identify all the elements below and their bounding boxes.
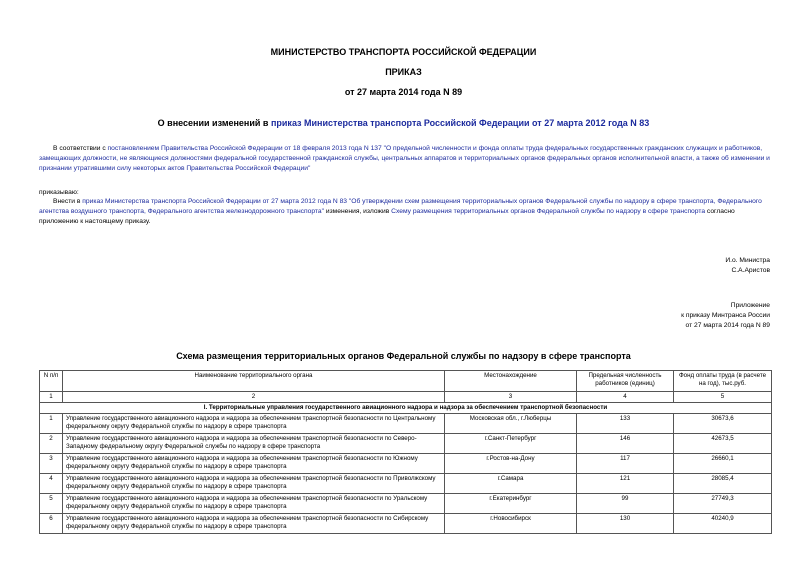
header-number: N п/п	[40, 371, 63, 392]
row-location: г.Самара	[445, 474, 577, 494]
schema-table	[39, 370, 772, 534]
order-83-link[interactable]: приказ Министерства транспорта Российской Федерации от 27 марта 2012 года N 83 "Об утверждении схем размещения территориальных органов Федеральной службы по надзору в сфере транспорта, Федерального агентства воздушного транспорта, Федерального агентства железнодорожного транспорта"	[39, 198, 762, 215]
signature-block	[725, 256, 770, 276]
schema-title: Схема размещения территориальных органов Федеральной службы по надзору в сфере транспорта	[176, 351, 631, 361]
title-link[interactable]: приказ Министерства транспорта Российской Федерации от 27 марта 2012 года N 83	[270, 118, 650, 128]
row-number: 3	[40, 454, 63, 474]
row-name: Управление государственного авиационного надзора и надзора за обеспечением транспортной безопасности по Сибирскому федеральному округу Федеральной службы по надзору в сфере транспорта	[63, 514, 445, 534]
row-name: Управление государственного авиационного надзора и надзора за обеспечением транспортной безопасности по Уральскому федеральному округу Федеральной службы по надзору в сфере транспорта	[63, 494, 445, 514]
signatory-name: С.А.Аристов	[731, 267, 770, 274]
row-name: Управление государственного авиационного надзора и надзора за обеспечением транспортной безопасности по Приволжскому федеральному округу Федеральной службы по надзору в сфере транспорта	[63, 474, 445, 494]
ministry-heading: МИНИСТЕРСТВО ТРАНСПОРТА РОССИЙСКОЙ ФЕДЕРАЦИИ	[270, 47, 537, 57]
table-header-row	[40, 371, 772, 392]
order-word: приказываю:	[39, 189, 79, 196]
header-location: Местонахождение	[445, 371, 577, 392]
section-title: I. Территориальные управления государственного авиационного надзора и надзора за обеспечением транспортной безопасности	[40, 403, 772, 414]
row-location: г.Ростов-на-Дону	[445, 454, 577, 474]
order-middle: изменения, изложив	[324, 208, 392, 215]
appendix-block	[681, 301, 770, 331]
table-row	[40, 494, 772, 514]
row-fund: 27749,3	[674, 494, 772, 514]
signatory-role: И.о. Министра	[725, 257, 770, 264]
resolution-link[interactable]: постановлением Правительства Российской Федерации от 18 февраля 2013 года N 137 "О предельной численности и фонда оплаты труда федеральных государственных гражданских служащих и работников, замещающих должности, не являющиеся должностями федеральной государственной гражданской службы, центральных аппаратов и территориальных органов федеральных органов исполнительной власти, а также об изменении и признании утратившими силу некоторых актов Правительства Российской Федерации"	[39, 145, 770, 172]
col-number: 2	[63, 392, 445, 403]
row-staff: 130	[577, 514, 674, 534]
header-name: Наименование территориального органа	[63, 371, 445, 392]
row-number: 1	[40, 414, 63, 434]
table-row	[40, 474, 772, 494]
row-number: 6	[40, 514, 63, 534]
row-number: 4	[40, 474, 63, 494]
row-location: Московская обл., г.Люберцы	[445, 414, 577, 434]
document-date: от 27 марта 2014 года N 89	[344, 87, 463, 97]
row-fund: 40240,9	[674, 514, 772, 534]
row-staff: 146	[577, 434, 674, 454]
row-name: Управление государственного авиационного надзора и надзора за обеспечением транспортной безопасности по Северо-Западному федеральному округу Федеральной службы по надзору в сфере транспорта	[63, 434, 445, 454]
document-title	[0, 118, 807, 128]
col-number: 3	[445, 392, 577, 403]
preamble-before: В соответствии с	[53, 145, 108, 152]
row-fund: 26660,1	[674, 454, 772, 474]
row-staff: 133	[577, 414, 674, 434]
table-row	[40, 514, 772, 534]
header-staff: Предельная численность работников (единиц)	[577, 371, 674, 392]
header-fund: Фонд оплаты труда (в расчете на год), тыс.руб.	[674, 371, 772, 392]
appendix-line-2: к приказу Минтранса России	[681, 312, 770, 319]
row-number: 2	[40, 434, 63, 454]
appendix-line-3: от 27 марта 2014 года N 89	[685, 322, 770, 329]
col-number: 4	[577, 392, 674, 403]
order-before: Внести в	[53, 198, 83, 205]
order-paragraph	[39, 197, 771, 227]
row-fund: 30673,6	[674, 414, 772, 434]
row-staff: 121	[577, 474, 674, 494]
document-type: ПРИКАЗ	[385, 67, 422, 77]
preamble-paragraph	[39, 144, 771, 174]
row-staff: 117	[577, 454, 674, 474]
schema-link[interactable]: Схему размещения территориальных органов Федеральной службы по надзору в сфере транспорта	[391, 208, 706, 215]
title-prefix: О внесении изменений в	[157, 118, 271, 128]
row-name: Управление государственного авиационного надзора и надзора за обеспечением транспортной безопасности по Южному федеральному округу Федеральной службы по надзору в сфере транспорта	[63, 454, 445, 474]
row-number: 5	[40, 494, 63, 514]
col-number: 1	[40, 392, 63, 403]
row-name: Управление государственного авиационного надзора и надзора за обеспечением транспортной безопасности по Центральному федеральному округу Федеральной службы по надзору в сфере транспорта	[63, 414, 445, 434]
table-row	[40, 414, 772, 434]
row-location: г.Новосибирск	[445, 514, 577, 534]
appendix-line-1: Приложение	[730, 302, 770, 309]
row-fund: 28085,4	[674, 474, 772, 494]
row-staff: 99	[577, 494, 674, 514]
row-fund: 42673,5	[674, 434, 772, 454]
table-row	[40, 434, 772, 454]
section-row	[40, 403, 772, 414]
row-location: г.Екатеринбург	[445, 494, 577, 514]
col-number: 5	[674, 392, 772, 403]
row-location: г.Санкт-Петербург	[445, 434, 577, 454]
table-row	[40, 454, 772, 474]
column-number-row	[40, 392, 772, 403]
order-after: согласно приложению к настоящему приказу.	[39, 208, 735, 225]
